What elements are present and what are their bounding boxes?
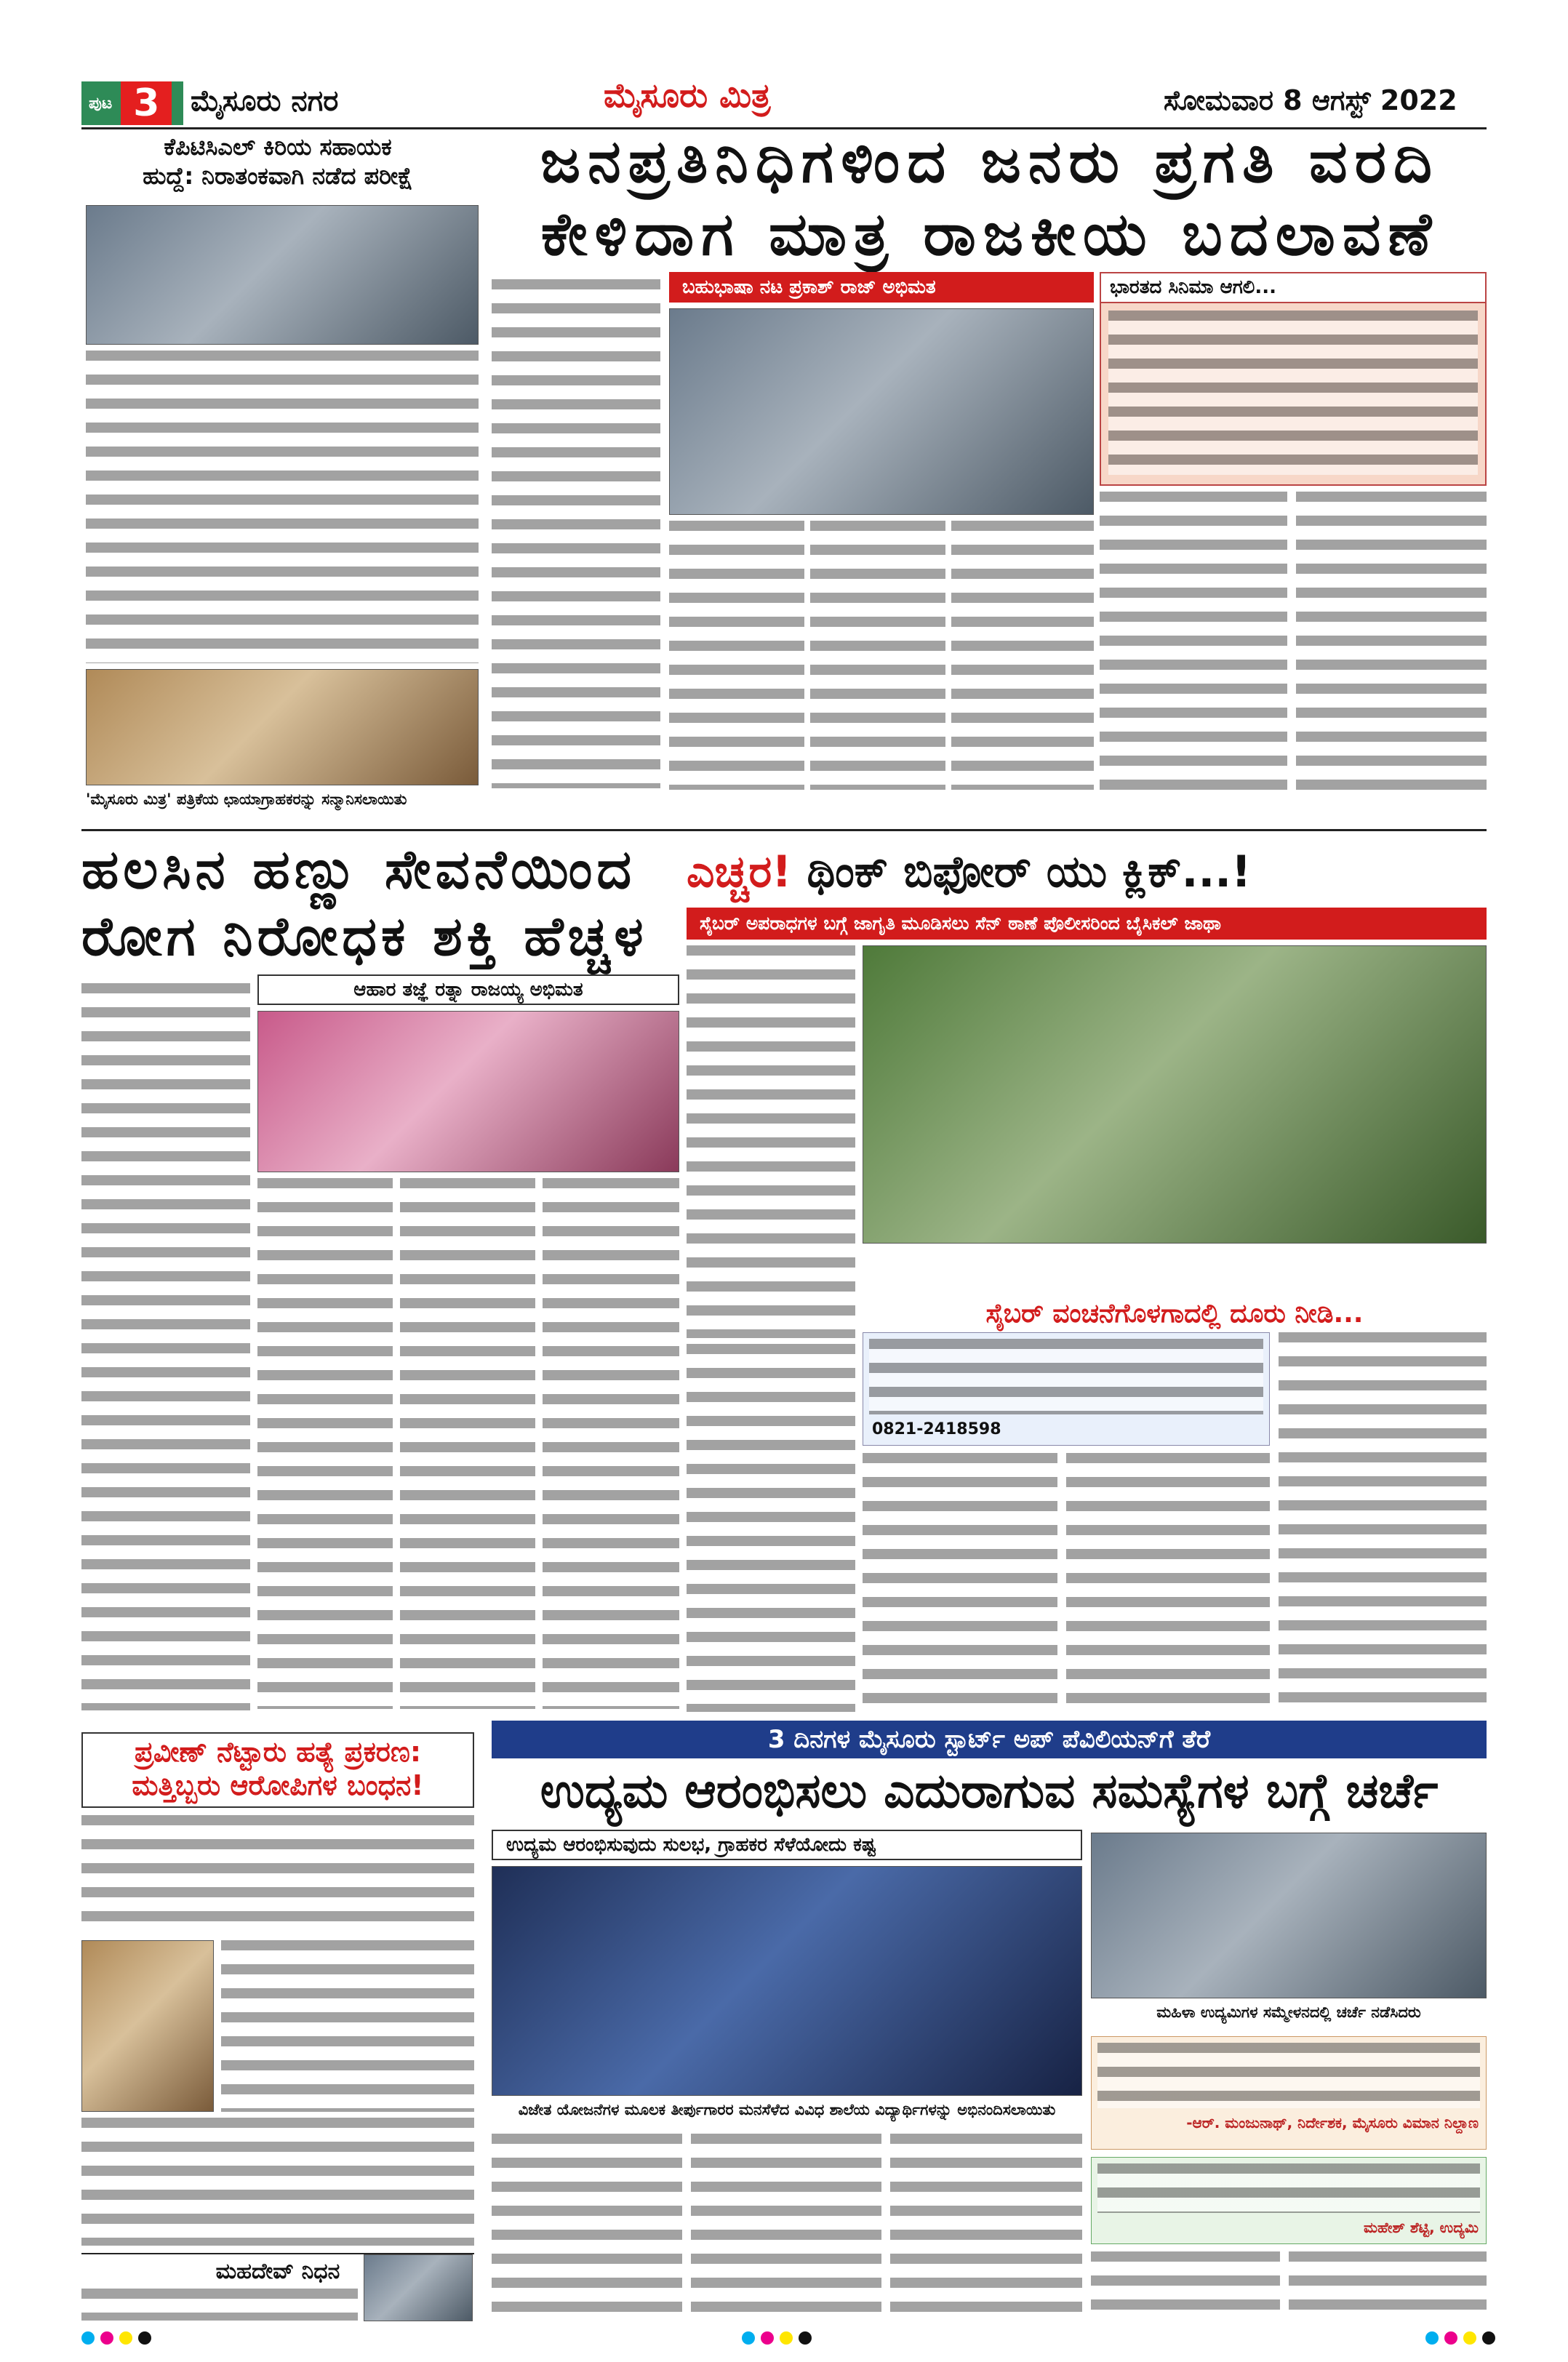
- exam-hall-photo: [86, 205, 479, 345]
- yellow-dot: [119, 2331, 132, 2345]
- black-dot: [138, 2331, 151, 2345]
- jackfruit-body-col2: [257, 1178, 393, 1709]
- jackfruit-kicker: ಆಹಾರ ತಜ್ಞೆ ರತ್ನಾ ರಾಜಯ್ಯ ಅಭಿಮತ: [257, 974, 679, 1005]
- prakash-kicker: ಬಹುಭಾಷಾ ನಟ ಪ್ರಕಾಶ್ ರಾಜ್ ಅಭಿಮತ: [669, 272, 1094, 303]
- cyber-headline: [687, 846, 1487, 897]
- cyber-headline-prefix: ಎಚ್ಚರ!: [687, 846, 792, 897]
- prakash-body-col1: [492, 279, 660, 788]
- cinema-sidebar-body: [1108, 311, 1478, 475]
- cyber-helpline-text: [869, 1339, 1263, 1414]
- startup-students-photo: [492, 1866, 1082, 2096]
- quote-box-1-author: -ಆರ್. ಮಂಜುನಾಥ್, ನಿರ್ದೇಶಕ, ಮೈಸೂರು ವಿಮಾನ ನಿಲ್ದಾಣ: [1186, 2114, 1479, 2131]
- cyber-headline-rest: ಥಿಂಕ್ ಬಿಫೋರ್ ಯು ಕ್ಲಿಕ್...!: [807, 846, 1252, 897]
- women-entrepreneurs-caption: ಮಹಿಳಾ ಉದ್ಯಮಿಗಳ ಸಮ್ಮೇಳನದಲ್ಲಿ ಚರ್ಚೆ ನಡೆಸಿದರು: [1156, 2003, 1421, 2021]
- award-caption: 'ಮೈಸೂರು ಮಿತ್ರ' ಪತ್ರಿಕೆಯ ಛಾಯಾಗ್ರಾಹಕರನ್ನು ಸನ್ಮಾನಿಸಲಾಯಿತು: [86, 790, 407, 808]
- magenta-dot: [100, 2331, 113, 2345]
- cyber-body-col4: [1279, 1332, 1487, 1712]
- cyan-dot: [1425, 2331, 1439, 2345]
- jackfruit-body-col1: [81, 983, 250, 1710]
- prakash-body-col5: [1100, 492, 1287, 790]
- startup-students-caption: ವಿಜೇತ ಯೋಜನೆಗಳ ಮೂಲಕ ತೀರ್ಪುಗಾರರ ಮನಸೆಳೆದ ವಿವಿಧ ಶಾಲೆಯ ವಿದ್ಯಾರ್ಥಿಗಳನ್ನು ಅಭಿನಂದಿಸಲಾಯಿತು: [518, 2101, 1056, 2118]
- quote-box-2-author: ಮಹೇಶ್ ಶೆಟ್ಟಿ, ಉದ್ಯಮಿ: [1364, 2219, 1479, 2236]
- cycle-rally-caption: [863, 1249, 1487, 1268]
- cyber-helpline-number: 0821-2418598: [872, 1420, 1001, 1438]
- quote-box-1: [1091, 2036, 1487, 2150]
- startup-body-col3: [890, 2134, 1082, 2315]
- page-label: ಪುಟ: [89, 94, 113, 113]
- praveen-body-top: [81, 1815, 474, 1934]
- section-name: ಮೈಸೂರು ನಗರ: [191, 84, 339, 118]
- prakash-body-col6: [1296, 492, 1487, 790]
- issue-date: ಸೋಮವಾರ 8 ಆಗಸ್ಟ್ 2022: [1164, 84, 1457, 116]
- startup-body-col2: [691, 2134, 881, 2315]
- jackfruit-body-col3: [400, 1178, 535, 1709]
- jackfruit-headline-line2: ರೋಗ ನಿರೋಧಕ ಶಕ್ತಿ ಹೆಚ್ಚಳ: [81, 905, 648, 968]
- startup-banner: 3 ದಿನಗಳ ಮೈಸೂರು ಸ್ಟಾರ್ಟ್ ಅಪ್ ಪೆವಿಲಿಯನ್‌ಗೆ ತೆರೆ: [492, 1721, 1487, 1758]
- praveen-body-side: [221, 1940, 474, 2112]
- prakash-headline-line1: ಜನಪ್ರತಿನಿಧಿಗಳಿಂದ ಜನರು ಪ್ರಗತಿ ವರದಿ: [540, 127, 1440, 196]
- kptcl-headline: [81, 135, 474, 199]
- registration-marks-right: [1425, 2331, 1495, 2345]
- yellow-dot: [780, 2331, 793, 2345]
- prakash-body-col4: [951, 521, 1094, 790]
- quote-box-2: [1091, 2157, 1487, 2244]
- prakash-raj-photo: [669, 308, 1094, 515]
- cyber-body-col3: [1066, 1453, 1270, 1712]
- magenta-dot: [1444, 2331, 1457, 2345]
- startup-headline: ಉದ್ಯಮ ಆರಂಭಿಸಲು ಎದುರಾಗುವ ಸಮಸ್ಯೆಗಳ ಬಗ್ಗೆ ಚರ್ಚೆ: [540, 1763, 1439, 1819]
- praveen-headline: [81, 1732, 474, 1808]
- black-dot: [1482, 2331, 1495, 2345]
- praveen-body-bottom: [81, 2118, 474, 2246]
- quote-box-1-text: [1097, 2043, 1480, 2108]
- cyber-kicker: ಸೈಬರ್ ಅಪರಾಧಗಳ ಬಗ್ಗೆ ಜಾಗೃತಿ ಮೂಡಿಸಲು ಸೆನ್ ಠಾಣೆ ಪೊಲೀಸರಿಂದ ಬೈಸಿಕಲ್ ಜಾಥಾ: [687, 908, 1487, 940]
- award-photo: [86, 669, 479, 785]
- obituary-photo: [364, 2254, 473, 2321]
- praveen-headline-line2: ಮತ್ತಿಬ್ಬರು ಆರೋಪಿಗಳ ಬಂಧನ!: [132, 1769, 424, 1801]
- kptcl-headline-line2: ಹುದ್ದೆ: ನಿರಾತಂಕವಾಗಿ ನಡೆದ ಪರೀಕ್ಷೆ: [143, 161, 413, 190]
- prakash-body-col2: [669, 521, 804, 790]
- yellow-dot: [1463, 2331, 1476, 2345]
- paper-logo: ಮೈಸೂರು ಮಿತ್ರ: [604, 76, 771, 115]
- jackfruit-body-col4: [543, 1178, 679, 1709]
- divider: [81, 829, 1487, 831]
- jackfruit-headline-line1: ಹಲಸಿನ ಹಣ್ಣು ಸೇವನೆಯಿಂದ: [81, 838, 636, 901]
- praveen-portrait-photo: [81, 1940, 214, 2112]
- black-dot: [799, 2331, 812, 2345]
- jackfruit-headline: [81, 838, 678, 968]
- obituary-body: [81, 2289, 358, 2321]
- magenta-dot: [761, 2331, 774, 2345]
- obituary-headline: ಮಹದೇವ್ ನಿಧನ: [215, 2259, 340, 2284]
- startup-kicker: ಉದ್ಯಮ ಆರಂಭಿಸುವುದು ಸುಲಭ, ಗ್ರಾಹಕರ ಸೆಳೆಯೋದು ಕಷ್ಟ: [492, 1830, 1082, 1860]
- prakash-body-col3: [810, 521, 945, 790]
- cyber-subhead: ಸೈಬರ್ ವಂಚನೆಗೊಳಗಾದಲ್ಲಿ ದೂರು ನೀಡಿ...: [985, 1299, 1364, 1329]
- quote-box-2-text: [1097, 2163, 1480, 2213]
- cycle-rally-photo: [863, 945, 1487, 1244]
- cyber-body-col2: [863, 1453, 1057, 1712]
- startup-body-col5: [1289, 2251, 1487, 2315]
- registration-marks-left: [81, 2331, 151, 2345]
- jackfruit-event-photo: [257, 1011, 679, 1172]
- cyber-body-col5: [687, 1344, 855, 1712]
- cinema-sidebar: [1100, 272, 1487, 486]
- registration-marks-center: [742, 2331, 812, 2345]
- startup-body-col4: [1091, 2251, 1280, 2315]
- praveen-headline-line1: ಪ್ರವೀಣ್ ನೆಟ್ಟಾರು ಹತ್ಯೆ ಪ್ರಕರಣ:: [134, 1736, 422, 1768]
- cyan-dot: [742, 2331, 755, 2345]
- kptcl-headline-line1: ಕೆಪಿಟಿಸಿಎಲ್ ಕಿರಿಯ ಸಹಾಯಕ: [164, 133, 392, 161]
- prakash-headline-line2: ಕೇಳಿದಾಗ ಮಾತ್ರ ರಾಜಕೀಯ ಬದಲಾವಣೆ: [540, 200, 1439, 270]
- women-entrepreneurs-photo: [1091, 1833, 1487, 1998]
- cyber-helpline-box: [863, 1332, 1270, 1446]
- cyan-dot: [81, 2331, 95, 2345]
- startup-body-col1: [492, 2134, 682, 2315]
- page-badge: [81, 81, 183, 125]
- page-number: 3: [121, 81, 172, 125]
- prakash-headline: [492, 127, 1488, 270]
- cyber-body-col1: [687, 945, 855, 1338]
- cinema-sidebar-title: ಭಾರತದ ಸಿನಿಮಾ ಆಗಲಿ...: [1101, 273, 1485, 303]
- kptcl-body-text: [86, 351, 479, 663]
